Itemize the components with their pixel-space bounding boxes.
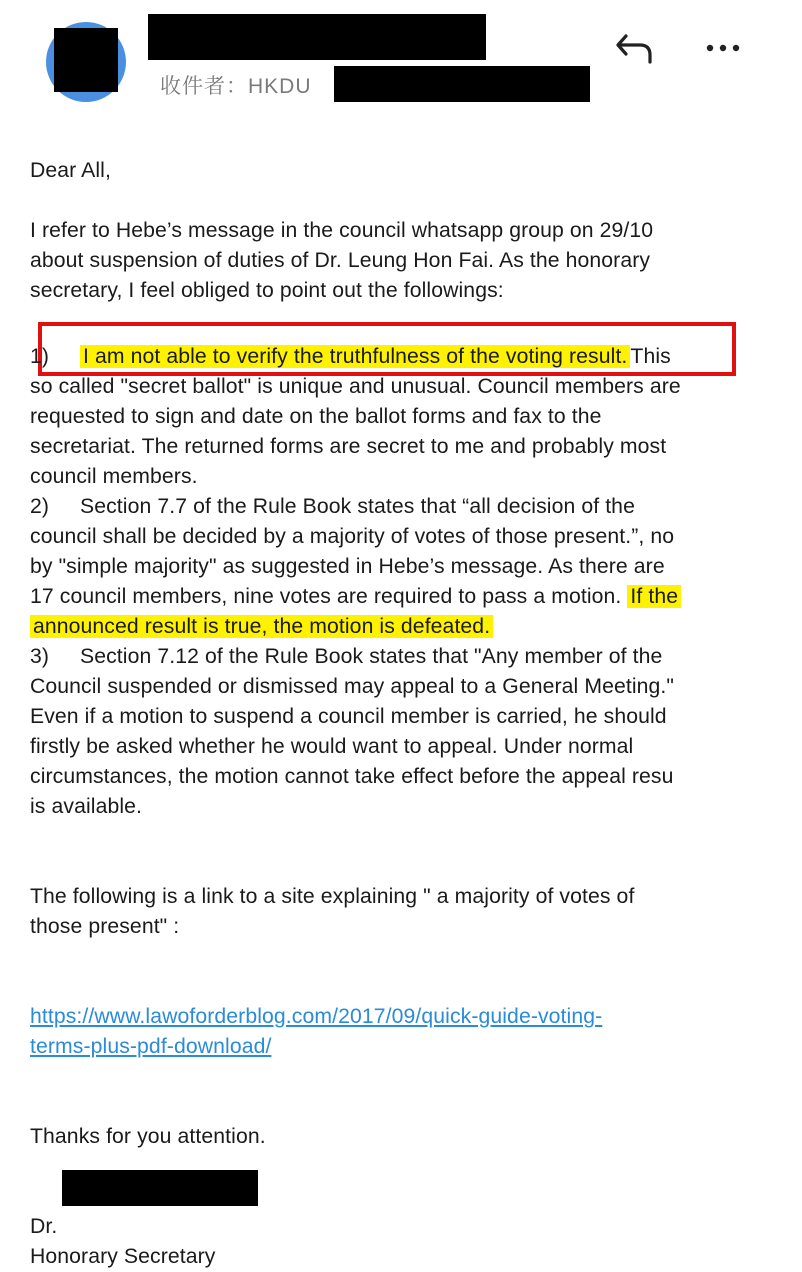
sender-name-redaction xyxy=(148,14,486,60)
point1-line: council members. xyxy=(30,465,198,488)
point3-number: 3) xyxy=(30,645,50,668)
intro-line: I refer to Hebe’s message in the council whatsapp group on 29/10 xyxy=(30,219,654,242)
reference-link[interactable] xyxy=(30,1032,790,1062)
point3-line: firstly be asked whether he would want to appeal. Under normal xyxy=(30,735,634,758)
point3-first-line xyxy=(30,642,790,672)
reply-icon[interactable] xyxy=(612,26,658,72)
point2-highlight-line xyxy=(30,612,790,642)
recipient-redaction xyxy=(334,66,590,102)
point1-highlight: I am not able to verify the truthfulness of the voting result. xyxy=(80,345,630,368)
point2-line: council shall be decided by a majority of votes of those present.”, no xyxy=(30,525,675,548)
point3-line: is available. xyxy=(30,795,143,818)
point2-line: by "simple majority" as suggested in Hebe’s message. As there are xyxy=(30,555,665,578)
point2-line-before-highlight xyxy=(30,582,790,612)
greeting: Dear All, xyxy=(30,159,111,182)
signature-title: Honorary Secretary xyxy=(30,1245,216,1268)
point2-highlight-start: If the xyxy=(627,585,681,608)
reference-link-part1[interactable]: https://www.lawoforderblog.com/2017/09/quick-guide-voting- xyxy=(30,1005,603,1028)
point2-text: 17 council members, nine votes are required to pass a motion. xyxy=(30,585,622,608)
point1-line: secretariat. The returned forms are secret to me and probably most xyxy=(30,435,667,458)
point1-first-line xyxy=(30,342,790,372)
recipient-line xyxy=(160,70,312,100)
intro-line: secretary, I feel obliged to point out the followings: xyxy=(30,279,504,302)
link-intro-line: those present" : xyxy=(30,915,180,938)
point2-number: 2) xyxy=(30,495,50,518)
point2-first-line xyxy=(30,492,790,522)
point2-highlight-end: announced result is true, the motion is defeated. xyxy=(30,615,493,638)
point1-rest: This xyxy=(630,345,671,368)
point3-text: Section 7.12 of the Rule Book states that "Any member of the xyxy=(80,645,663,668)
point3-line: Even if a motion to suspend a council member is carried, he should xyxy=(30,705,667,728)
email-body xyxy=(30,156,790,1272)
intro-line: about suspension of duties of Dr. Leung Hon Fai. As the honorary xyxy=(30,249,651,272)
point2-text: Section 7.7 of the Rule Book states that “all decision of the xyxy=(80,495,635,518)
signature-prefix: Dr. xyxy=(30,1215,58,1238)
signature-redaction xyxy=(62,1170,258,1206)
closing-thanks: Thanks for you attention. xyxy=(30,1125,266,1148)
avatar-redaction xyxy=(54,28,118,92)
recipient-label: 收件者：HKDU xyxy=(160,75,312,98)
point3-line: Council suspended or dismissed may appeal to a General Meeting." xyxy=(30,675,675,698)
link-intro-line: The following is a link to a site explaining " a majority of votes of xyxy=(30,885,635,908)
more-options-icon[interactable] xyxy=(700,26,746,72)
point1-number: 1) xyxy=(30,345,50,368)
reference-link-part2[interactable]: terms-plus-pdf-download/ xyxy=(30,1035,272,1058)
point1-line: so called "secret ballot" is unique and unusual. Council members are xyxy=(30,375,681,398)
point3-line: circumstances, the motion cannot take effect before the appeal resu xyxy=(30,765,674,788)
reference-link[interactable] xyxy=(30,1002,790,1032)
signature-name xyxy=(30,1212,790,1242)
point1-line: requested to sign and date on the ballot forms and fax to the xyxy=(30,405,602,428)
